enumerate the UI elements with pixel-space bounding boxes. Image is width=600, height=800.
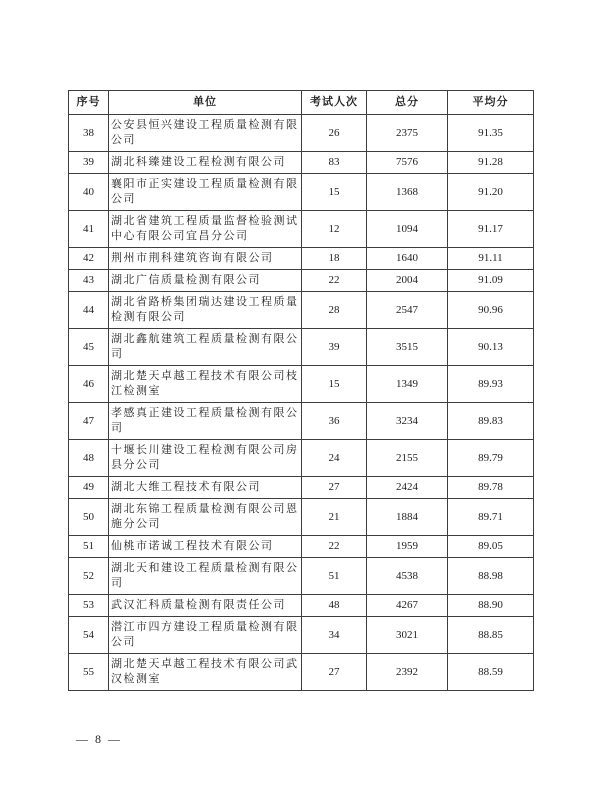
total-score-cell: 1094 (367, 211, 448, 248)
average-score-cell: 89.05 (448, 536, 534, 558)
exam-count-cell: 83 (302, 152, 367, 174)
average-score-cell: 89.79 (448, 440, 534, 477)
row-number-cell: 38 (69, 115, 109, 152)
row-number-cell: 46 (69, 366, 109, 403)
column-header-unit: 单位 (109, 91, 302, 115)
table-row (69, 152, 534, 174)
table-header-row (69, 91, 534, 115)
total-score-cell: 3021 (367, 617, 448, 654)
average-score-cell: 88.90 (448, 595, 534, 617)
row-number-cell: 49 (69, 477, 109, 499)
average-score-cell: 91.28 (448, 152, 534, 174)
total-score-cell: 2547 (367, 292, 448, 329)
row-number-cell: 45 (69, 329, 109, 366)
row-number-cell: 55 (69, 654, 109, 691)
unit-cell: 湖北省路桥集团瑞达建设工程质量检测有限公司 (109, 292, 302, 329)
row-number-cell: 43 (69, 270, 109, 292)
row-number-cell: 51 (69, 536, 109, 558)
table-row (69, 174, 534, 211)
average-score-cell: 88.59 (448, 654, 534, 691)
exam-count-cell: 15 (302, 366, 367, 403)
unit-cell: 湖北天和建设工程质量检测有限公司 (109, 558, 302, 595)
average-score-cell: 91.09 (448, 270, 534, 292)
total-score-cell: 3515 (367, 329, 448, 366)
table-row (69, 115, 534, 152)
row-number-cell: 44 (69, 292, 109, 329)
row-number-cell: 53 (69, 595, 109, 617)
exam-count-cell: 28 (302, 292, 367, 329)
average-score-cell: 88.85 (448, 617, 534, 654)
exam-count-cell: 27 (302, 654, 367, 691)
unit-cell: 湖北省建筑工程质量监督检验测试中心有限公司宜昌分公司 (109, 211, 302, 248)
total-score-cell: 1640 (367, 248, 448, 270)
average-score-cell: 89.83 (448, 403, 534, 440)
average-score-cell: 89.78 (448, 477, 534, 499)
row-number-cell: 40 (69, 174, 109, 211)
table-row (69, 329, 534, 366)
total-score-cell: 4267 (367, 595, 448, 617)
unit-cell: 湖北楚天卓越工程技术有限公司武汉检测室 (109, 654, 302, 691)
column-header-average-score: 平均分 (448, 91, 534, 115)
page-number: — 8 — (76, 732, 122, 746)
table-row (69, 558, 534, 595)
unit-cell: 湖北大维工程技术有限公司 (109, 477, 302, 499)
average-score-cell: 91.35 (448, 115, 534, 152)
total-score-cell: 2375 (367, 115, 448, 152)
table-body (69, 115, 534, 691)
exam-count-cell: 22 (302, 270, 367, 292)
average-score-cell: 89.93 (448, 366, 534, 403)
exam-count-cell: 51 (302, 558, 367, 595)
average-score-cell: 90.13 (448, 329, 534, 366)
table-row (69, 499, 534, 536)
total-score-cell: 1349 (367, 366, 448, 403)
average-score-cell: 91.20 (448, 174, 534, 211)
exam-count-cell: 26 (302, 115, 367, 152)
exam-count-cell: 36 (302, 403, 367, 440)
average-score-cell: 89.71 (448, 499, 534, 536)
row-number-cell: 50 (69, 499, 109, 536)
exam-count-cell: 48 (302, 595, 367, 617)
exam-results-table (68, 90, 534, 691)
exam-count-cell: 12 (302, 211, 367, 248)
unit-cell: 荆州市荆科建筑咨询有限公司 (109, 248, 302, 270)
table-row (69, 536, 534, 558)
total-score-cell: 2155 (367, 440, 448, 477)
row-number-cell: 47 (69, 403, 109, 440)
table-row (69, 292, 534, 329)
unit-cell: 湖北东锦工程质量检测有限公司恩施分公司 (109, 499, 302, 536)
table-row (69, 248, 534, 270)
average-score-cell: 91.11 (448, 248, 534, 270)
column-header-total-score: 总分 (367, 91, 448, 115)
table-row (69, 270, 534, 292)
exam-count-cell: 27 (302, 477, 367, 499)
total-score-cell: 1368 (367, 174, 448, 211)
unit-cell: 仙桃市诺诚工程技术有限公司 (109, 536, 302, 558)
total-score-cell: 1959 (367, 536, 448, 558)
row-number-cell: 52 (69, 558, 109, 595)
exam-count-cell: 15 (302, 174, 367, 211)
column-header-exam-count: 考试人次 (302, 91, 367, 115)
unit-cell: 湖北科臻建设工程检测有限公司 (109, 152, 302, 174)
unit-cell: 湖北楚天卓越工程技术有限公司枝江检测室 (109, 366, 302, 403)
table-row (69, 211, 534, 248)
table-row (69, 654, 534, 691)
total-score-cell: 1884 (367, 499, 448, 536)
total-score-cell: 2004 (367, 270, 448, 292)
row-number-cell: 41 (69, 211, 109, 248)
exam-count-cell: 21 (302, 499, 367, 536)
unit-cell: 潜江市四方建设工程质量检测有限公司 (109, 617, 302, 654)
average-score-cell: 90.96 (448, 292, 534, 329)
table-row (69, 595, 534, 617)
unit-cell: 湖北鑫航建筑工程质量检测有限公司 (109, 329, 302, 366)
total-score-cell: 2392 (367, 654, 448, 691)
exam-count-cell: 34 (302, 617, 367, 654)
row-number-cell: 54 (69, 617, 109, 654)
table-row (69, 477, 534, 499)
unit-cell: 湖北广信质量检测有限公司 (109, 270, 302, 292)
exam-count-cell: 18 (302, 248, 367, 270)
unit-cell: 十堰长川建设工程检测有限公司房县分公司 (109, 440, 302, 477)
row-number-cell: 48 (69, 440, 109, 477)
average-score-cell: 91.17 (448, 211, 534, 248)
exam-count-cell: 24 (302, 440, 367, 477)
exam-count-cell: 39 (302, 329, 367, 366)
column-header-no: 序号 (69, 91, 109, 115)
total-score-cell: 2424 (367, 477, 448, 499)
unit-cell: 武汉汇科质量检测有限责任公司 (109, 595, 302, 617)
unit-cell: 孝感真正建设工程质量检测有限公司 (109, 403, 302, 440)
unit-cell: 襄阳市正实建设工程质量检测有限公司 (109, 174, 302, 211)
table-row (69, 403, 534, 440)
exam-count-cell: 22 (302, 536, 367, 558)
row-number-cell: 42 (69, 248, 109, 270)
total-score-cell: 7576 (367, 152, 448, 174)
total-score-cell: 4538 (367, 558, 448, 595)
table-row (69, 366, 534, 403)
table-row (69, 617, 534, 654)
average-score-cell: 88.98 (448, 558, 534, 595)
table-row (69, 440, 534, 477)
unit-cell: 公安县恒兴建设工程质量检测有限公司 (109, 115, 302, 152)
row-number-cell: 39 (69, 152, 109, 174)
total-score-cell: 3234 (367, 403, 448, 440)
